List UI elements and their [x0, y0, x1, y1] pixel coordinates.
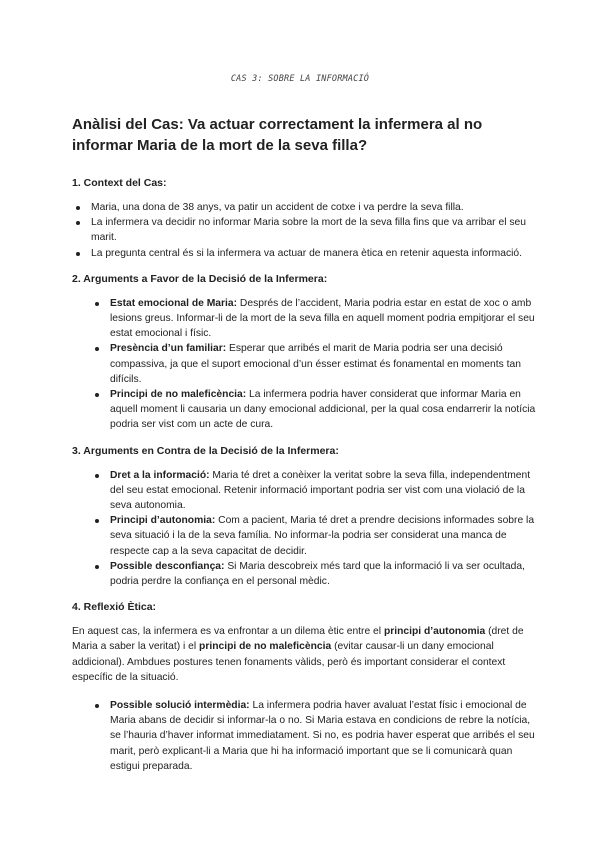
- item-label: Possible desconfiança:: [110, 560, 225, 572]
- paragraph-text: En aquest cas, la infermera es va enfrontar a un dilema ètic entre el: [72, 626, 384, 638]
- item-text: Si Maria descobreix més tard que la informació li va ser ocultada, podria perdre la confiança en el personal mèdic.: [110, 560, 525, 588]
- section-arguments-for: [72, 272, 538, 433]
- document-body: [72, 176, 538, 785]
- reflection-paragraph: [72, 624, 538, 685]
- list-item: [91, 387, 538, 433]
- list-item: [91, 513, 538, 559]
- section-heading: 4. Reflexió Ètica:: [72, 601, 157, 614]
- paragraph-emphasis: principi de no maleficència: [199, 641, 332, 653]
- bullet-list: [72, 200, 538, 261]
- item-text: La infermera podria haver considerat que informar Maria en aquell moment li causaria un dany emocional addicional, per la qual cosa endarrerir la notícia podria ser vist com un acte de cura.: [110, 389, 536, 431]
- section-heading: 1. Context del Cas:: [72, 177, 167, 189]
- item-text: Com a pacient, Maria té dret a prendre decisions informades sobre la seva situació i la de la seva família. No informar-la podria ser considerat una manca de respecte cap a la seva capacitat de decidir.: [110, 515, 535, 557]
- item-text: Esperar que arribés el marit de Maria podria ser una decisió compassiva, ja que el suport emocional d’un ésser estimat és fonamental en moments tan difícils.: [110, 343, 521, 385]
- item-text: Maria té dret a conèixer la veritat sobre la seva filla, independentment del seu estat emocional. Retenir informació important podria ser vist com una violació de la seva autonomia.: [110, 469, 531, 512]
- bullet-list: [72, 698, 538, 774]
- section-heading: 2. Arguments a Favor de la Decisió de la Infermera:: [72, 272, 328, 285]
- list-item: Maria, una dona de 38 anys, va patir un accident de cotxe i va perdre la seva filla.: [72, 200, 538, 215]
- case-header: CAS 3: SOBRE LA INFORMACIÓ: [230, 74, 370, 84]
- section-context: [72, 176, 538, 261]
- list-item: La infermera va decidir no informar Maria sobre la mort de la seva filla fins que va arribar el seu marit.: [72, 215, 538, 245]
- list-item: La pregunta central és si la infermera va actuar de manera ètica en retenir aquesta informació.: [72, 246, 538, 261]
- paragraph-text: (dret de Maria a saber la veritat) i el: [72, 626, 524, 653]
- item-label: Presència d’un familiar:: [110, 343, 227, 355]
- bullet-list: [72, 468, 538, 590]
- item-label: Estat emocional de Maria:: [110, 297, 238, 309]
- section-arguments-against: [72, 444, 538, 590]
- list-item: [91, 341, 538, 387]
- list-item: [91, 296, 538, 342]
- document-title: Anàlisi del Cas: Va actuar correctament la infermera al no informar Maria de la mort de la seva filla?: [72, 116, 483, 154]
- item-text: La infermera podria haver avaluat l’estat físic i emocional de Maria abans de decidir si informar-la o no. Si Maria estava en condicions de rebre la notícia, se l’hauria d’haver informat immediatament. Si no, es podria haver esperat que arribés el seu marit, però explicant-li a Maria que hi ha informació important que se li comunicarà quan estigui preparada.: [110, 700, 535, 772]
- section-ethical-reflection: [72, 600, 538, 774]
- item-label: Principi de no maleficència:: [110, 389, 247, 401]
- section-heading: 3. Arguments en Contra de la Decisió de la Infermera:: [72, 444, 339, 457]
- list-item: [91, 698, 538, 774]
- paragraph-emphasis: principi d’autonomia: [383, 626, 486, 638]
- item-text: Després de l’accident, Maria podria estar en estat de xoc o amb lesions greus. Informar-li de la mort de la seva filla en aquell moment podria empitjorar el seu estat emocional i físic.: [110, 297, 535, 340]
- list-item: [91, 559, 538, 589]
- item-label: Principi d’autonomia:: [110, 515, 216, 527]
- item-label: Possible solució intermèdia:: [110, 700, 250, 712]
- item-label: Dret a la informació:: [110, 469, 210, 481]
- list-item: [91, 468, 538, 514]
- bullet-list: [72, 296, 538, 433]
- paragraph-text: (evitar causar-li un dany emocional addicional). Ambdues postures tenen fonaments vàlids, però és important considerar el context específic de la situació.: [72, 641, 506, 683]
